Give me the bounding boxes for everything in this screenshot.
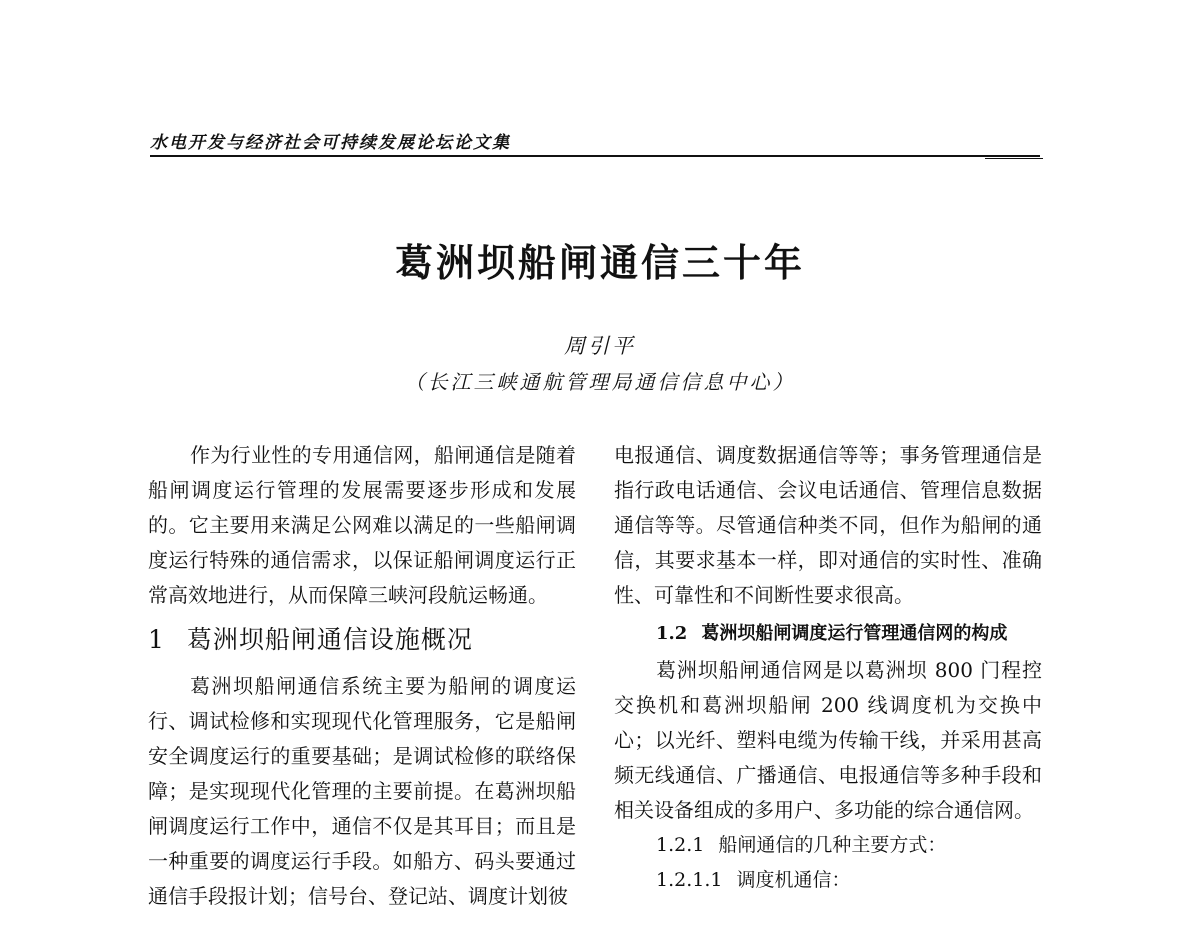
section-1-2-1-1-heading (614, 863, 1042, 898)
header-rule-tail (985, 158, 1043, 159)
article-author: 周引平 (564, 334, 636, 358)
intro-paragraph: 作为行业性的专用通信网，船闸通信是随着船闸调度运行管理的发展需要逐步形成和发展的。它主要用来满足公网难以满足的一些船闸调度运行特殊的通信需求，以保证船闸调度运行正常高效地进行，从而保障三峡河段航运畅通。 (148, 443, 576, 607)
section-1-heading (148, 620, 576, 660)
article-affiliation: （长江三峡通航管理局通信信息中心） (404, 370, 796, 394)
section-1-2-1-1-title: 调度机通信： (736, 869, 851, 891)
section-1-paragraph: 葛洲坝船闸通信系统主要为船闸的调度运行、调试检修和实现现代化管理服务，它是船闸安全调度运行的重要基础；是调试检修的联络保障；是实现现代化管理的主要前提。在葛洲坝船闸调度运行工作中，通信不仅是其耳目；而且是一种重要的调度运行手段。如船方、码头要通过通信手段报计划；信号台、登记站、调度计划彼 (148, 674, 576, 908)
section-1-2-1-number: 1.2.1 (656, 834, 705, 856)
section-1-2-number: 1.2 (656, 623, 688, 644)
section-1-title: 葛洲坝船闸通信设施概况 (186, 625, 473, 654)
header-rule (150, 155, 1040, 157)
section-1-2-1-1-number: 1.2.1.1 (656, 869, 723, 891)
right-column (614, 438, 1042, 898)
section-1-2-1-title: 船闸通信的几种主要方式： (718, 834, 947, 856)
section-1-2-paragraph: 葛洲坝船闸通信网是以葛洲坝 800 门程控交换机和葛洲坝船闸 200 线调度机为交换中心；以光纤、塑料电缆为传输干线，并采用甚高频无线通信、广播通信、电报通信等多种手段和相关设备组成的多用户、多功能的综合通信网。 (614, 658, 1042, 822)
article-title: 葛洲坝船闸通信三十年 (394, 240, 805, 285)
continued-paragraph: 电报通信、调度数据通信等等；事务管理通信是指行政电话通信、会议电话通信、管理信息数据通信等等。尽管通信种类不同，但作为船闸的通信，其要求基本一样，即对通信的实时性、准确性、可靠性和不间断性要求很高。 (614, 443, 1042, 607)
left-column (148, 438, 576, 914)
section-1-2-1-heading (614, 828, 1042, 863)
section-1-2-heading (614, 616, 1042, 651)
section-1-number: 1 (148, 625, 165, 654)
section-1-2-title: 葛洲坝船闸调度运行管理通信网的构成 (701, 623, 1008, 644)
running-header: 水电开发与经济社会可持续发展论坛论文集 (150, 133, 511, 153)
